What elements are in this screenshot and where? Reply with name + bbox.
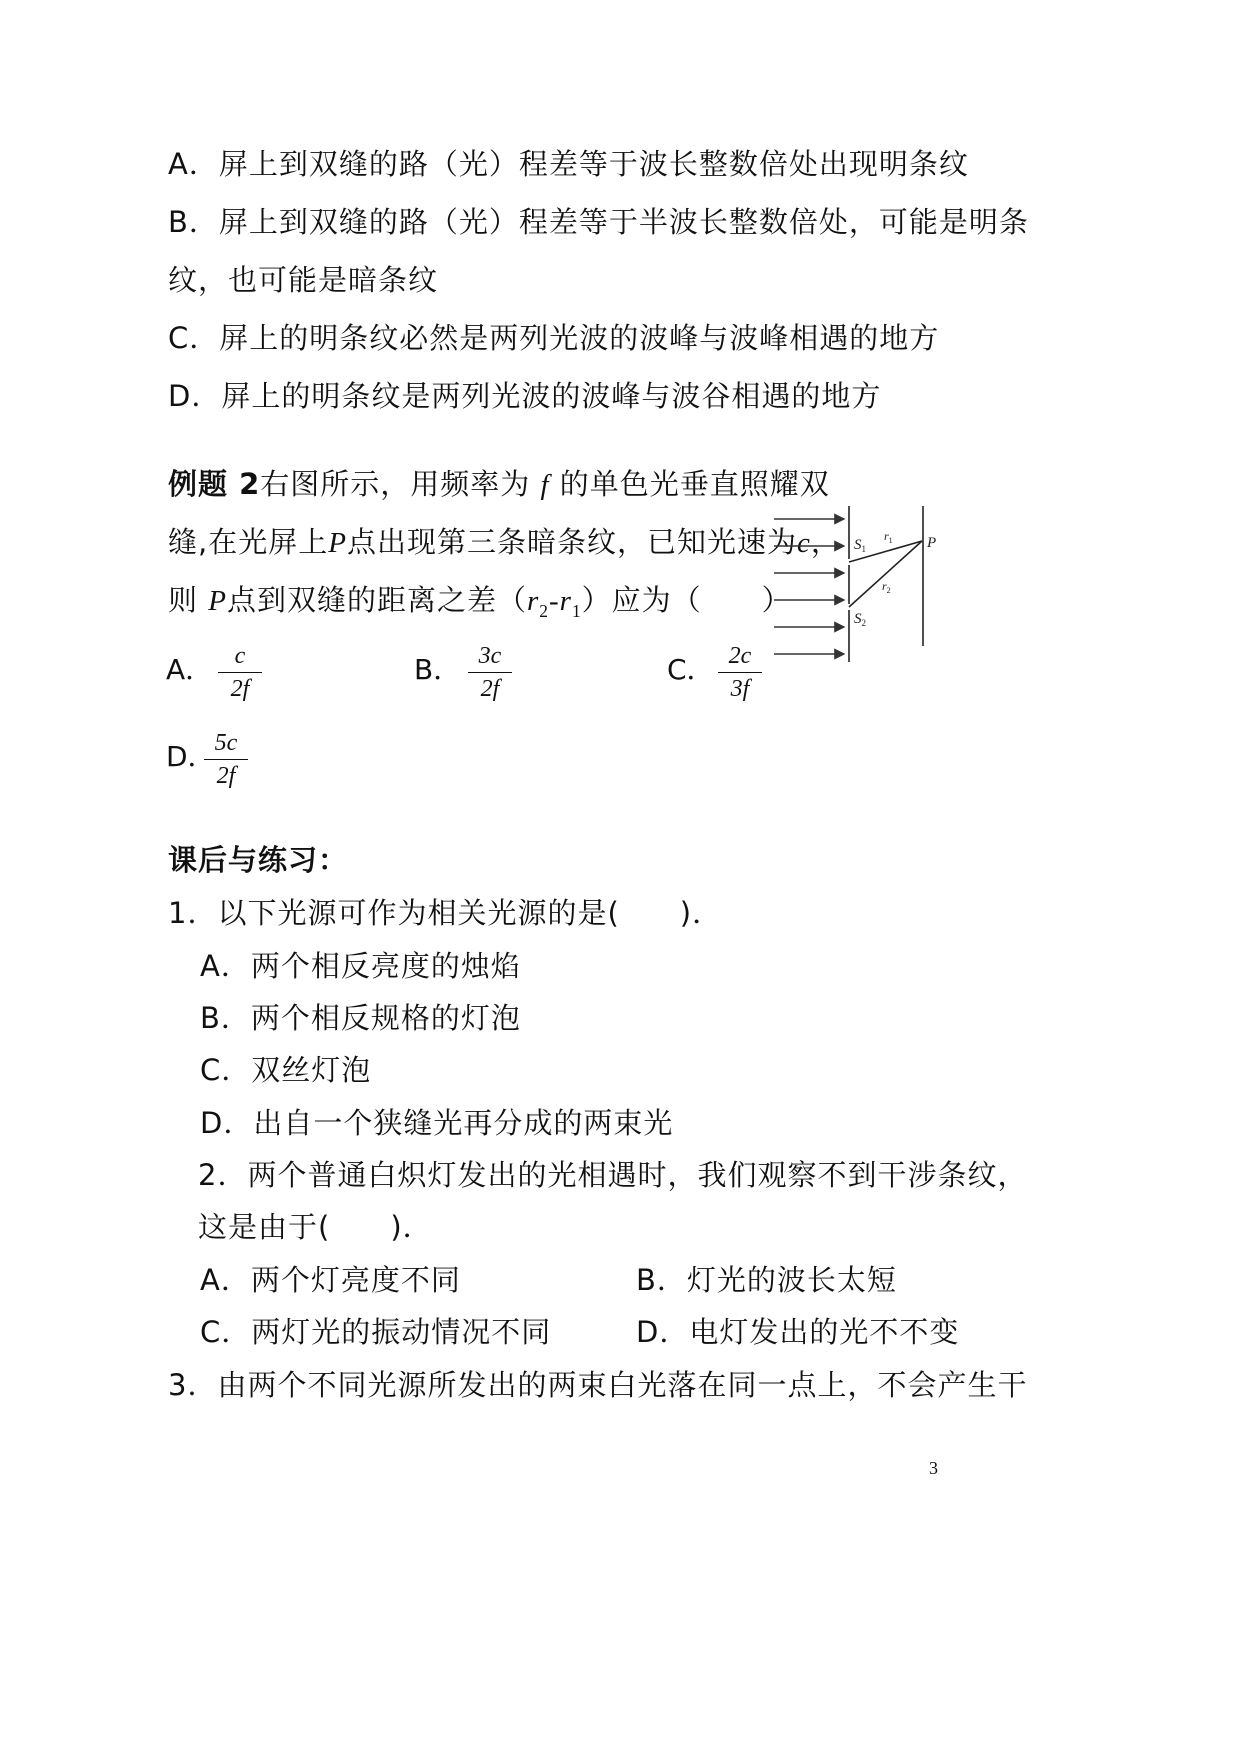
fraction-bar [204,759,248,760]
example2-text: 右图所示，用频率为 [260,467,531,501]
fraction-numerator: c [234,643,246,669]
fraction-denominator: 3f [730,676,750,702]
r1-label: $r_1$ [884,529,893,545]
point-p-symbol: P [208,585,227,617]
fraction-denominator: 2f [216,763,236,789]
example2-text: ）应为（ ） [581,583,792,617]
q2-option-c: C．两灯光的振动情况不同 [200,1315,552,1349]
fraction-numerator: 3c [478,643,502,669]
fraction-numerator: 5c [214,730,238,756]
example2-line3 [168,580,792,631]
q1-option-c: C．双丝灯泡 [200,1053,372,1087]
q2-option-a: A．两个灯亮度不同 [200,1263,461,1297]
example2-label: 例题 2 [168,467,261,501]
example2-option-b-fraction [460,642,520,703]
example2-option-c-label: C． [667,653,715,686]
example2-option-a-label: A． [166,653,214,686]
example2-option-d-fraction [196,729,256,790]
example2-option-a-fraction [210,642,270,703]
prev-option-b-line1: B．屏上到双缝的路（光）程差等于半波长整数倍处，可能是明条 [168,205,1029,239]
light-speed-symbol: c [796,527,811,559]
homework-heading: 课后与练习： [168,843,349,877]
fraction-numerator: 2c [728,643,752,669]
example2-text: 的单色光垂直照耀双 [559,467,830,501]
example2-option-b-label: B． [414,653,462,686]
example2-line1 [168,464,830,505]
minus-sign: - [548,585,560,617]
example2-text: 点出现第三条暗条纹，已知光速为 [346,525,797,559]
q1-option-a: A．两个相反亮度的烛焰 [200,949,521,983]
example2-option-c-fraction [710,642,770,703]
fraction-denominator: 2f [480,676,500,702]
example2-line2 [168,522,841,563]
q1-option-d: D．出自一个狭缝光再分成的两束光 [200,1106,674,1140]
p-label: P [927,535,937,551]
prev-option-d: D．屏上的明条纹是两列光波的波峰与波谷相遇的地方 [168,379,882,413]
point-p-symbol: P [328,527,347,559]
r2-label: $r_2$ [882,579,891,595]
r1-subscript: 1 [571,600,582,621]
prev-option-b-line2: 纹，也可能是暗条纹 [168,263,439,297]
example2-text: ， [810,525,841,559]
question-2-line1: 2．两个普通白炽灯发出的光相遇时，我们观察不到干涉条纹， [198,1158,1028,1192]
fraction-bar [718,672,762,673]
question-2-line2: 这是由于( )． [198,1210,433,1244]
fraction-denominator: 2f [230,676,250,702]
r2-subscript: 2 [539,600,549,621]
fraction-bar [218,672,262,673]
s2-label: $S_2$ [854,611,866,628]
example2-text: 点到双缝的距离之差（ [226,583,527,617]
question-3-line1: 3．由两个不同光源所发出的两束白光落在同一点上，不会产生干 [168,1368,1028,1402]
q2-option-d: D．电灯发出的光不不变 [636,1315,960,1349]
prev-option-a: A．屏上到双缝的路（光）程差等于波长整数倍处出现明条纹 [168,147,969,181]
prev-option-c: C．屏上的明条纹必然是两列光波的波峰与波峰相遇的地方 [168,321,940,355]
q2-option-b: B．灯光的波长太短 [636,1263,897,1297]
question-1: 1．以下光源可作为相关光源的是( )． [168,896,723,930]
q1-option-b: B．两个相反规格的灯泡 [200,1001,521,1035]
example2-text: 缝,在光屏上 [168,525,329,559]
fraction-bar [468,672,512,673]
double-slit-figure [772,504,972,684]
frequency-symbol: f [540,469,550,501]
example2-option-d-label: D． [166,740,216,773]
page-number: 3 [929,1458,938,1478]
s1-label: $S_1$ [854,537,866,554]
r1-symbol: r [559,585,572,617]
example2-text: 则 [168,583,199,617]
r2-symbol: r [526,585,540,617]
